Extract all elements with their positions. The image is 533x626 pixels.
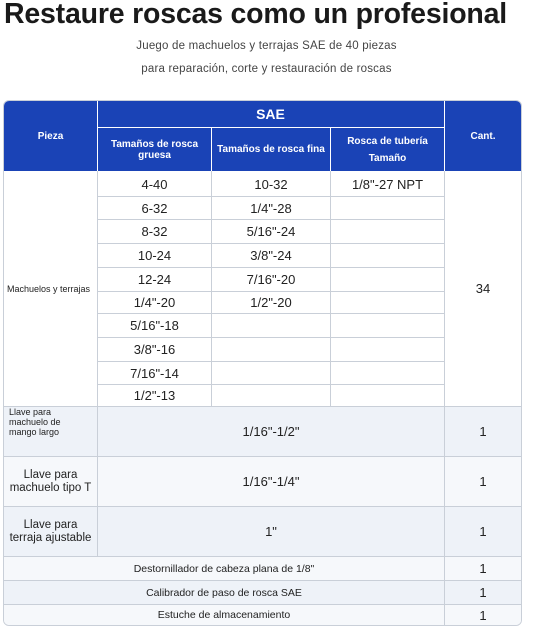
fine-size: 3/8"-24: [250, 248, 292, 263]
fine-size: 7/16"-20: [246, 272, 296, 287]
extra-item-label: Calibrador de paso de rosca SAE: [146, 586, 302, 599]
extra-item-label: Destornillador de cabeza plana de 1/8": [133, 562, 315, 575]
long-wrench-label-3: mango largo: [9, 427, 60, 437]
die-wrench-label-1: Llave para: [23, 518, 78, 531]
coarse-size: 8-32: [141, 224, 168, 239]
coarse-size: 12-24: [137, 272, 172, 287]
die-wrench-qty: 1: [479, 524, 487, 539]
fine-size: 5/16"-24: [246, 224, 296, 239]
header-coarse: Tamaños de rosca gruesa: [110, 138, 199, 161]
coarse-size: 7/16"-14: [130, 365, 179, 381]
die-wrench-label-2: terraja ajustable: [9, 531, 92, 544]
long-wrench-label-1: Llave para: [9, 407, 52, 417]
t-wrench-label-1: Llave para: [23, 468, 78, 481]
die-wrench-range: 1": [265, 524, 277, 539]
extra-item-label: Estuche de almacenamiento: [157, 609, 291, 621]
header-fine: Tamaños de rosca fina: [217, 144, 325, 155]
coarse-size: 1/2"-13: [133, 388, 176, 403]
t-wrench-range: 1/16"-1/4": [242, 474, 300, 489]
long-wrench-qty: 1: [479, 424, 487, 439]
coarse-size: 4-40: [141, 177, 168, 192]
header-qty: Cant.: [470, 130, 496, 142]
coarse-size: 5/16"-18: [130, 318, 179, 333]
taps-dies-qty: 34: [475, 281, 491, 296]
specs-table: [3, 100, 522, 626]
pipe-size: 1/8"-27 NPT: [351, 177, 424, 192]
header-pipe-top: Rosca de tubería: [347, 135, 428, 147]
header-sae: SAE: [256, 106, 285, 122]
t-wrench-label-2: machuelo tipo T: [9, 481, 92, 494]
subtitle-line-2: para reparación, corte y restauración de roscas: [141, 63, 392, 75]
coarse-size: 10-24: [137, 248, 172, 263]
long-wrench-label-2: machuelo de: [9, 417, 61, 427]
fine-size: 1/4"-28: [250, 200, 292, 216]
header-pipe-bottom: Tamaño: [368, 152, 407, 164]
coarse-size: 6-32: [141, 200, 168, 216]
extra-item-qty: 1: [479, 561, 487, 576]
taps-dies-label: Machuelos y terrajas: [7, 283, 91, 294]
subtitle-line-1: Juego de machuelos y terrajas SAE de 40 piezas: [136, 40, 397, 52]
coarse-size: 3/8"-16: [133, 342, 176, 357]
extra-item-qty: 1: [479, 585, 487, 600]
fine-size: 10-32: [254, 177, 288, 192]
extra-item-qty: 1: [479, 607, 487, 623]
page-title: Restaure roscas como un profesional: [4, 0, 507, 30]
t-wrench-qty: 1: [479, 474, 487, 489]
fine-size: 1/2"-20: [250, 295, 292, 310]
long-wrench-range: 1/16"-1/2": [242, 424, 300, 439]
coarse-size: 1/4"-20: [133, 295, 176, 310]
header-piece: Pieza: [37, 130, 64, 142]
